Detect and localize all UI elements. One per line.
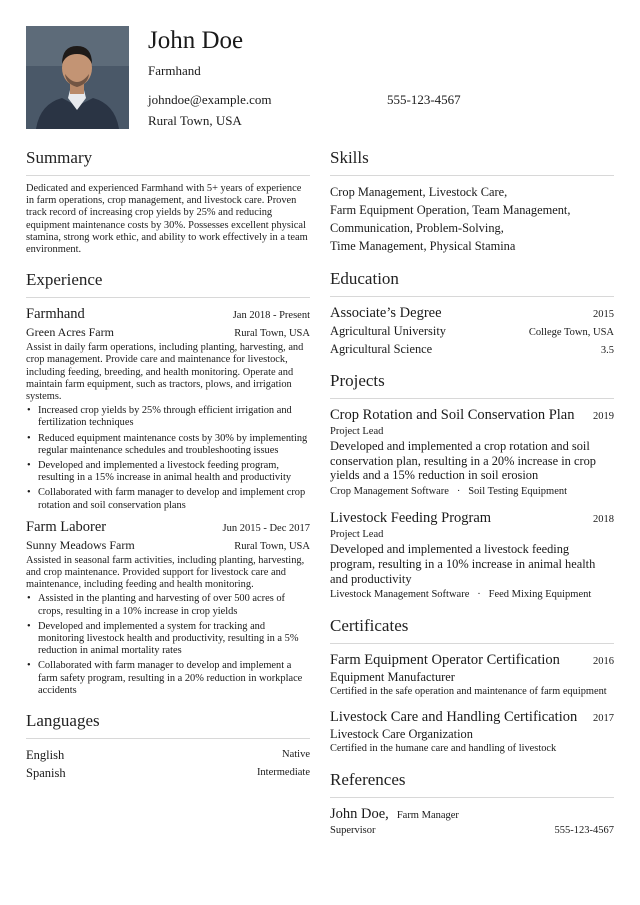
reference-entry	[330, 805, 614, 839]
experience-heading: Experience	[26, 270, 310, 298]
certificate-name: Livestock Care and Handling Certification	[330, 709, 578, 726]
project-role: Project Lead	[330, 529, 384, 541]
company-name: Green Acres Farm	[26, 325, 114, 340]
certificate-issuer: Livestock Care Organization	[330, 727, 473, 742]
skills-line: Time Management, Physical Stamina	[330, 239, 516, 253]
job-dates: Jan 2018 - Present	[232, 310, 310, 322]
certificate-year: 2017	[593, 713, 614, 725]
job-description: Assisted in seasonal farm activities, including planting, harvesting, and crop maintenance. Provided support for livestock care and maintenance, including feeding and health monitoring.	[26, 554, 305, 591]
gpa-value: 3.5	[600, 345, 614, 356]
reference-name: John Doe,	[330, 805, 389, 822]
job-achievements	[26, 405, 310, 512]
achievement-item: • Collaborated with farm manager to develop and implement a farm safety program, resulting in a 20% reduction in workplace accidents	[26, 660, 310, 697]
project-year: 2018	[593, 514, 614, 526]
degree-year: 2015	[593, 309, 614, 320]
achievement-item: • Increased crop yields by 25% through efficient irrigation and fertilization techniques	[26, 405, 310, 429]
skills-line: Crop Management, Livestock Care,	[330, 185, 508, 199]
reference-role: Farm Manager	[396, 809, 459, 821]
project-name: Crop Rotation and Soil Conservation Plan	[330, 407, 575, 423]
separator-dot: ·	[451, 486, 466, 498]
achievement-item: • Developed and implemented a livestock feeding program, resulting in a 15% increase in animal health and productivity	[26, 460, 310, 484]
achievement-item: • Developed and implemented a system for tracking and monitoring livestock health and productivity, resulting in a 5% reduction in animal mortality rates	[26, 621, 310, 658]
summary-heading: Summary	[26, 148, 310, 176]
project-entry	[330, 509, 614, 603]
degree-name: Associate’s Degree	[330, 305, 442, 321]
language-level: Intermediate	[256, 767, 310, 779]
tool-item: Soil Testing Equipment	[468, 486, 568, 498]
tool-item: Livestock Management Software	[330, 589, 470, 601]
skills-list	[330, 183, 614, 255]
languages-heading: Languages	[26, 711, 310, 739]
job-dates: Jun 2015 - Dec 2017	[222, 522, 310, 534]
contact-email[interactable]: johndoe@example.com	[148, 92, 272, 107]
resume-header	[26, 26, 616, 130]
certificate-entry	[330, 651, 614, 698]
project-role: Project Lead	[330, 426, 384, 437]
contact-phone[interactable]: 555-123-4567	[387, 92, 461, 107]
skills-line: Communication, Problem-Solving,	[330, 221, 504, 235]
job-title: Farmhand	[26, 306, 85, 323]
summary-text: Dedicated and experienced Farmhand with 5+ years of experience in farm operations, crop management, and livestock care. Proven track record of increasing crop yields by 25% and reducing equipment maintenance costs by 30%. Possesses excellent physical stamina, strong work ethic, and ability to work effectively in a team environment.	[26, 183, 308, 256]
field-of-study: Agricultural Science	[330, 342, 433, 356]
projects-heading: Projects	[330, 371, 614, 399]
project-description: Developed and implemented a livestock feeding program, resulting in a 10% increase in animal health and productivity	[330, 542, 596, 586]
education-entry	[330, 304, 614, 358]
skills-heading: Skills	[330, 148, 614, 176]
language-level: Native	[282, 749, 310, 761]
achievement-item: • Reduced equipment maintenance costs by 30% by implementing regular maintenance schedules and troubleshooting issues	[26, 433, 310, 457]
company-name: Sunny Meadows Farm	[26, 537, 135, 552]
project-name: Livestock Feeding Program	[330, 510, 492, 527]
job-title: Farm Laborer	[26, 518, 107, 535]
experience-entry	[26, 305, 310, 512]
job-location: Rural Town, USA	[234, 540, 310, 552]
project-year: 2019	[593, 411, 614, 422]
certificate-entry	[330, 708, 614, 755]
left-column	[26, 148, 310, 782]
certificate-name: Farm Equipment Operator Certification	[330, 652, 560, 669]
experience-entry	[26, 518, 310, 697]
references-heading: References	[330, 770, 614, 798]
separator-dot: ·	[472, 589, 486, 601]
tool-item: Crop Management Software	[330, 486, 449, 498]
language-row	[26, 764, 310, 782]
certificate-description: Certified in the humane care and handling of livestock	[330, 743, 557, 755]
job-location: Rural Town, USA	[234, 328, 310, 340]
contact-location: Rural Town, USA	[148, 113, 242, 128]
achievement-item: • Collaborated with farm manager to develop and implement crop rotation and soil conservation plans	[26, 487, 310, 511]
certificate-year: 2016	[593, 656, 614, 668]
certificate-description: Certified in the safe operation and maintenance of farm equipment	[330, 686, 607, 698]
language-row	[26, 746, 310, 764]
candidate-title: Farmhand	[148, 63, 201, 78]
certificate-issuer: Equipment Manufacturer	[330, 670, 455, 685]
candidate-name: John Doe	[148, 27, 244, 54]
education-heading: Education	[330, 269, 614, 297]
tool-item: Feed Mixing Equipment	[488, 589, 592, 601]
certificates-heading: Certificates	[330, 616, 614, 644]
language-name: Spanish	[26, 766, 66, 781]
reference-relation: Supervisor	[330, 824, 376, 836]
right-column	[330, 148, 614, 839]
project-tools	[330, 586, 614, 603]
project-description: Developed and implemented a crop rotation and soil conservation plan, resulting in a 20% increase in crop yields and a 15% reduction in soil erosion	[330, 439, 596, 483]
school-name: Agricultural University	[330, 324, 446, 338]
job-achievements	[26, 593, 310, 697]
school-location: College Town, USA	[528, 327, 614, 338]
achievement-item: • Assisted in the planting and harvesting of over 500 acres of crops, resulting in a 10% increase in crop yields	[26, 593, 310, 617]
skills-line: Farm Equipment Operation, Team Management,	[330, 203, 571, 217]
profile-photo	[26, 26, 129, 129]
project-entry	[330, 406, 614, 500]
job-description: Assist in daily farm operations, including planting, harvesting, and crop management. Provide care and maintenance for livestock, including feeding, breeding, and health monitoring. Operate and maintain farm equipment, such as tractors, plows, and irrigation systems.	[26, 342, 304, 403]
language-name: English	[26, 748, 65, 763]
project-tools	[330, 483, 614, 500]
reference-phone[interactable]: 555-123-4567	[554, 824, 614, 836]
